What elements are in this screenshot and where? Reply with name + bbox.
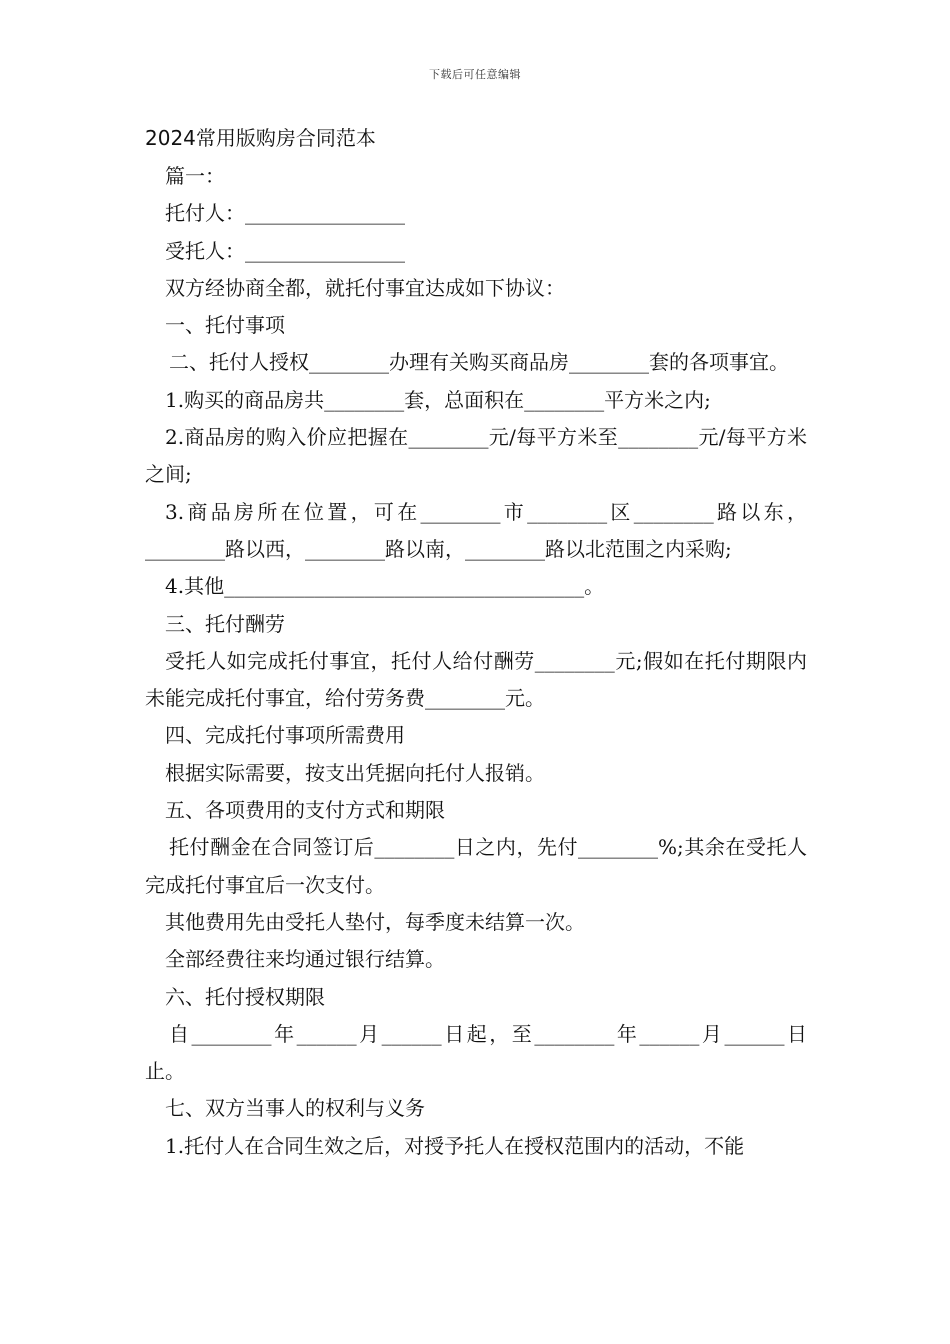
clause-paragraph: 受托人如完成托付事宜，托付人给付酬劳________元;假如在托付期限内未能完成托付事宜，给付劳务费________元。 — [145, 648, 807, 711]
page-header: 下载后可任意编辑 — [429, 68, 521, 81]
clause-paragraph: 二、托付人授权________办理有关购买商品房________套的各项事宜。 — [169, 350, 789, 375]
clause-heading-4: 四、完成托付事项所需费用 — [165, 723, 405, 748]
document-body — [145, 158, 807, 1165]
document-title: 2024常用版购房合同范本 — [145, 126, 376, 150]
clause-item: 4.其他____________________________________。 — [165, 574, 605, 599]
section-label: 篇一： — [165, 164, 225, 188]
clause-heading-6: 六、托付授权期限 — [165, 984, 325, 1009]
clause-paragraph: 全部经费往来均通过银行结算。 — [165, 947, 445, 972]
clause-heading-7: 七、双方当事人的权利与义务 — [165, 1096, 425, 1121]
clause-paragraph: 根据实际需要，按支出凭据向托付人报销。 — [165, 760, 545, 785]
clause-item: 1.购买的商品房共________套，总面积在________平方米之内; — [165, 387, 711, 412]
clause-item: 1.托付人在合同生效之后，对授予托人在授权范围内的活动，不能 — [165, 1133, 745, 1158]
clause-item: 2.商品房的购入价应把握在________元/每平方米至________元/每平方米之间; — [145, 425, 807, 487]
clause-heading-5: 五、各项费用的支付方式和期限 — [165, 798, 445, 823]
clause-paragraph: 托付酬金在合同签订后________日之内，先付________%;其余在受托人完成托付事宜后一次支付。 — [145, 835, 807, 897]
clause-heading-3: 三、托付酬劳 — [165, 611, 285, 636]
clause-heading-1: 一、托付事项 — [165, 313, 285, 338]
clause-paragraph: 其他费用先由受托人垫付，每季度未结算一次。 — [165, 909, 585, 934]
clause-item: 3.商品房所在位置，可在________市________区________路以东，________路以西，________路以南，________路以北范围之内采购; — [145, 499, 807, 561]
clause-paragraph: 自________年______月______日起，至________年______月______日止。 — [145, 1021, 807, 1084]
agent-field: 受托人：________________ — [165, 238, 405, 263]
principal-field: 托付人：________________ — [165, 201, 405, 226]
agreement-intro: 双方经协商全都，就托付事宜达成如下协议： — [165, 275, 565, 300]
